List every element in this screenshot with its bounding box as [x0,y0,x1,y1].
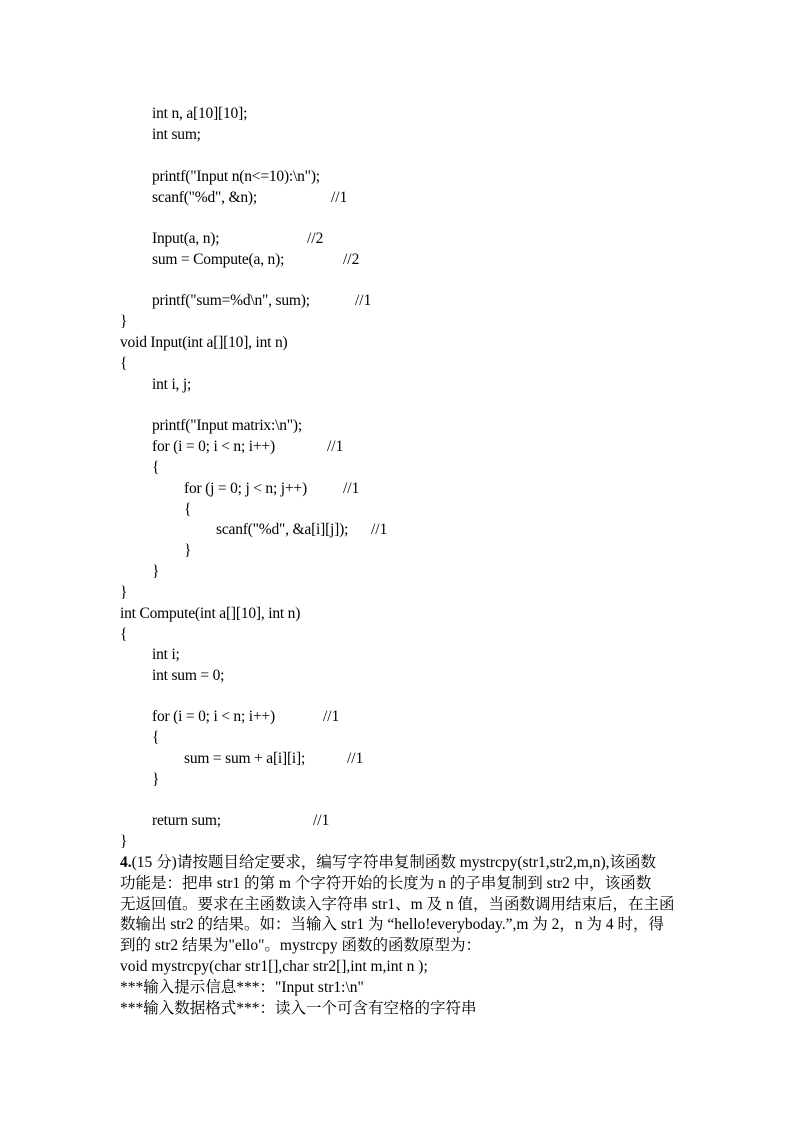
code-line: } [152,771,160,788]
code-line: scanf("%d", &a[i][j]); [216,521,349,538]
question-line [120,853,656,873]
code-line: for (i = 0; i < n; i++) [152,438,275,455]
code-line: for (i = 0; i < n; i++) [152,708,275,725]
code-line: sum = sum + a[i][i]; [184,750,306,767]
code-line: } [120,313,128,330]
function-prototype: void mystrcpy(char str1[],char str2[],int m,int n ); [120,958,428,975]
question-line: 到的 str2 结果为"ello"。mystrcpy 函数的函数原型为： [120,937,481,954]
question-line: 数输出 str2 的结果。如：当输入 str1 为 “hello!everyboday.”,m 为 2，n 为 4 时，得 [120,916,665,933]
score-comment: //1 [327,438,344,455]
score-comment: //1 [343,480,360,497]
code-line: { [120,355,128,372]
question-text: (15 分)请按题目给定要求，编写字符串复制函数 mystrcpy(str1,str2,m,n),该函数 [131,854,657,871]
code-line: { [120,626,128,643]
score-comment: //1 [331,189,348,206]
code-line: int i, j; [152,376,192,393]
score-comment: //1 [313,812,330,829]
code-line: Input(a, n); [152,230,220,247]
code-line: sum = Compute(a, n); [152,251,285,268]
code-line: } [120,833,128,850]
input-prompt-spec: ***输入提示信息***："Input str1:\n" [120,979,364,996]
code-line: return sum; [152,812,221,829]
code-line: } [152,563,160,580]
code-line: scanf("%d", &n); [152,189,258,206]
code-line: int sum; [152,126,201,143]
code-line: printf("Input matrix:\n"); [152,417,302,434]
code-line: { [184,501,192,518]
code-line: printf("sum=%d\n", sum); [152,292,310,309]
score-comment: //2 [343,251,360,268]
score-comment: //1 [323,708,340,725]
score-comment: //1 [371,521,388,538]
code-line: for (j = 0; j < n; j++) [184,480,307,497]
code-line: { [152,729,160,746]
question-line: 功能是：把串 str1 的第 m 个字符开始的长度为 n 的子串复制到 str2 中，该函数 [120,875,652,892]
score-comment: //1 [347,750,364,767]
input-format-spec: ***输入数据格式***：读入一个可含有空格的字符串 [120,1000,477,1017]
code-line: int i; [152,646,180,663]
question-number: 4. [120,854,132,871]
code-line: printf("Input n(n<=10):\n"); [152,168,320,185]
code-line: void Input(int a[][10], int n) [120,334,288,351]
score-comment: //1 [355,292,372,309]
code-line: int sum = 0; [152,667,225,684]
code-line: int n, a[10][10]; [152,105,248,122]
code-line: } [120,584,128,601]
code-line: } [184,542,192,559]
question-line: 无返回值。要求在主函数读入字符串 str1、m 及 n 值，当函数调用结束后，在主函 [120,896,675,913]
code-line: { [152,459,160,476]
code-line: int Compute(int a[][10], int n) [120,605,301,622]
score-comment: //2 [307,230,324,247]
